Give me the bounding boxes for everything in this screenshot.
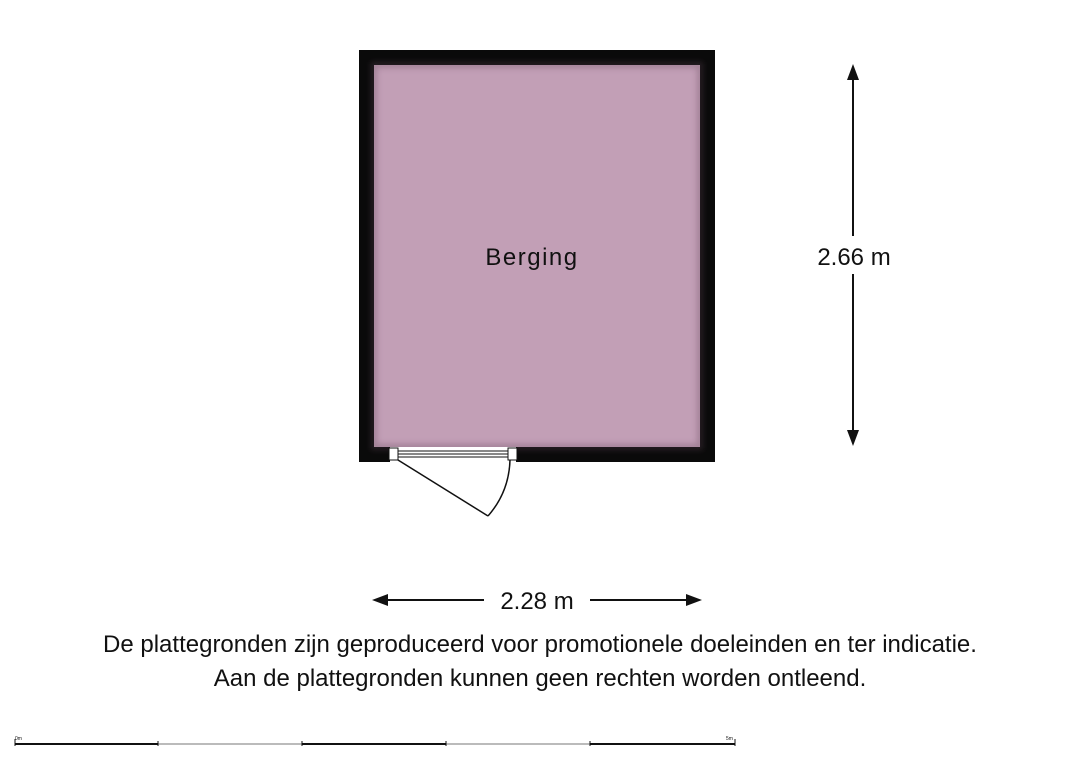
- height-dimension-label: 2.66 m: [817, 244, 891, 271]
- door-jamb-right: [508, 448, 517, 460]
- door: [389, 447, 517, 516]
- height-dimension: [817, 64, 890, 446]
- arrow-up-icon: [847, 64, 859, 80]
- scale-bar: [15, 736, 735, 746]
- width-dimension: [372, 588, 702, 615]
- room-label: Berging: [485, 244, 579, 271]
- scale-bar-end-label: 5m: [726, 736, 733, 742]
- arrow-right-icon: [686, 594, 702, 606]
- disclaimer-line-1: De plattegronden zijn geproduceerd voor promotionele doeleinden en ter indicatie.: [103, 631, 977, 658]
- door-leaf: [398, 460, 488, 516]
- width-dimension-label: 2.28 m: [500, 588, 574, 615]
- arrow-left-icon: [372, 594, 388, 606]
- door-swing-arc: [488, 460, 510, 516]
- door-jamb-left: [389, 448, 398, 460]
- scale-bar-start-label: 0m: [15, 736, 22, 742]
- disclaimer-line-2: Aan de plattegronden kunnen geen rechten worden ontleend.: [213, 665, 867, 692]
- disclaimer: [0, 628, 1080, 696]
- arrow-down-icon: [847, 430, 859, 446]
